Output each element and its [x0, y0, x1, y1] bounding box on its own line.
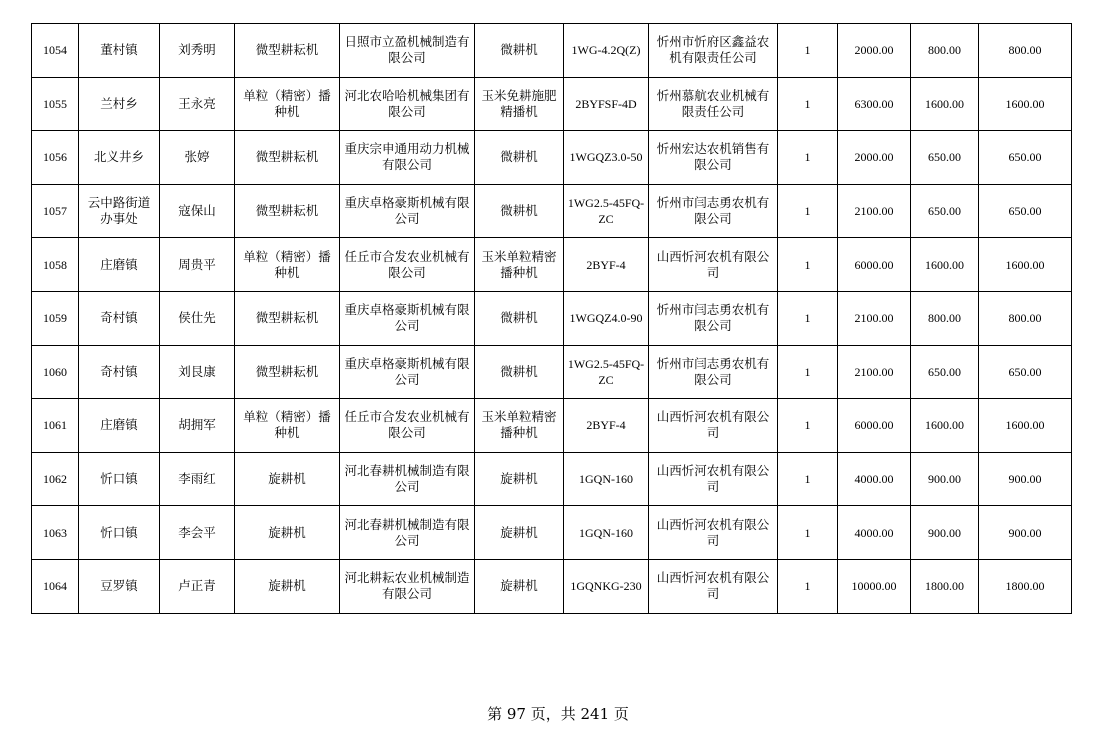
cell-buyer: 王永亮: [160, 77, 235, 131]
cell-product: 微耕机: [475, 131, 564, 185]
cell-subsidy: 650.00: [911, 184, 979, 238]
cell-town: 兰村乡: [79, 77, 160, 131]
cell-price: 2100.00: [838, 184, 911, 238]
cell-category: 微型耕耘机: [235, 184, 340, 238]
cell-product: 玉米单粒精密播种机: [475, 238, 564, 292]
cell-qty: 1: [778, 452, 838, 506]
cell-buyer: 侯仕先: [160, 291, 235, 345]
table-row: [32, 77, 1072, 131]
cell-buyer: 李会平: [160, 506, 235, 560]
cell-town: 董村镇: [79, 24, 160, 78]
cell-price: 4000.00: [838, 452, 911, 506]
cell-manufacturer: 河北春耕机械制造有限公司: [340, 506, 475, 560]
cell-product: 旋耕机: [475, 559, 564, 613]
cell-category: 微型耕耘机: [235, 345, 340, 399]
cell-qty: 1: [778, 559, 838, 613]
cell-manufacturer: 重庆宗申通用动力机械有限公司: [340, 131, 475, 185]
cell-buyer: 卢正青: [160, 559, 235, 613]
cell-buyer: 刘艮康: [160, 345, 235, 399]
cell-qty: 1: [778, 77, 838, 131]
cell-model: 1WG2.5-45FQ-ZC: [564, 184, 649, 238]
cell-total-subsidy: 800.00: [979, 24, 1072, 78]
cell-total-subsidy: 900.00: [979, 452, 1072, 506]
cell-manufacturer: 任丘市合发农业机械有限公司: [340, 238, 475, 292]
cell-dealer: 山西忻河农机有限公司: [649, 399, 778, 453]
cell-model: 1WGQZ4.0-90: [564, 291, 649, 345]
cell-total-subsidy: 650.00: [979, 184, 1072, 238]
table-row: [32, 345, 1072, 399]
cell-dealer: 山西忻河农机有限公司: [649, 559, 778, 613]
cell-total-subsidy: 800.00: [979, 291, 1072, 345]
cell-town: 奇村镇: [79, 291, 160, 345]
cell-category: 旋耕机: [235, 506, 340, 560]
cell-total-subsidy: 900.00: [979, 506, 1072, 560]
table-row: [32, 559, 1072, 613]
cell-total-subsidy: 1600.00: [979, 238, 1072, 292]
cell-qty: 1: [778, 506, 838, 560]
cell-subsidy: 1600.00: [911, 77, 979, 131]
cell-town: 忻口镇: [79, 452, 160, 506]
cell-dealer: 忻州市闫志勇农机有限公司: [649, 291, 778, 345]
cell-qty: 1: [778, 399, 838, 453]
page-number: 第 97 页，共 241 页: [487, 705, 629, 723]
cell-category: 单粒（精密）播种机: [235, 399, 340, 453]
cell-id: 1057: [32, 184, 79, 238]
cell-category: 旋耕机: [235, 559, 340, 613]
subsidy-table: [31, 23, 1072, 614]
cell-category: 微型耕耘机: [235, 131, 340, 185]
cell-id: 1060: [32, 345, 79, 399]
cell-town: 庄磨镇: [79, 238, 160, 292]
cell-price: 2100.00: [838, 345, 911, 399]
cell-manufacturer: 河北耕耘农业机械制造有限公司: [340, 559, 475, 613]
cell-product: 微耕机: [475, 184, 564, 238]
table-body: [32, 24, 1072, 614]
cell-id: 1056: [32, 131, 79, 185]
table-row: [32, 399, 1072, 453]
cell-qty: 1: [778, 184, 838, 238]
table-row: [32, 238, 1072, 292]
table-row: [32, 506, 1072, 560]
cell-id: 1064: [32, 559, 79, 613]
cell-id: 1061: [32, 399, 79, 453]
cell-qty: 1: [778, 24, 838, 78]
cell-buyer: 李雨红: [160, 452, 235, 506]
cell-qty: 1: [778, 291, 838, 345]
cell-product: 玉米免耕施肥精播机: [475, 77, 564, 131]
cell-manufacturer: 河北春耕机械制造有限公司: [340, 452, 475, 506]
table-row: [32, 131, 1072, 185]
cell-model: 1GQN-160: [564, 452, 649, 506]
cell-total-subsidy: 1800.00: [979, 559, 1072, 613]
cell-product: 微耕机: [475, 345, 564, 399]
cell-buyer: 胡拥军: [160, 399, 235, 453]
cell-product: 旋耕机: [475, 452, 564, 506]
cell-town: 庄磨镇: [79, 399, 160, 453]
cell-subsidy: 900.00: [911, 506, 979, 560]
cell-model: 1WGQZ3.0-50: [564, 131, 649, 185]
cell-price: 4000.00: [838, 506, 911, 560]
cell-dealer: 忻州慕航农业机械有限责任公司: [649, 77, 778, 131]
cell-manufacturer: 河北农哈哈机械集团有限公司: [340, 77, 475, 131]
cell-id: 1063: [32, 506, 79, 560]
cell-price: 2000.00: [838, 131, 911, 185]
cell-id: 1058: [32, 238, 79, 292]
table-row: [32, 452, 1072, 506]
cell-subsidy: 1600.00: [911, 238, 979, 292]
cell-town: 忻口镇: [79, 506, 160, 560]
cell-price: 2000.00: [838, 24, 911, 78]
cell-buyer: 刘秀明: [160, 24, 235, 78]
cell-subsidy: 1800.00: [911, 559, 979, 613]
cell-category: 单粒（精密）播种机: [235, 77, 340, 131]
cell-model: 2BYF-4: [564, 238, 649, 292]
cell-price: 2100.00: [838, 291, 911, 345]
cell-price: 6000.00: [838, 238, 911, 292]
cell-product: 微耕机: [475, 291, 564, 345]
cell-manufacturer: 任丘市合发农业机械有限公司: [340, 399, 475, 453]
cell-manufacturer: 重庆卓格豪斯机械有限公司: [340, 345, 475, 399]
cell-buyer: 张婷: [160, 131, 235, 185]
cell-dealer: 忻州宏达农机销售有限公司: [649, 131, 778, 185]
cell-town: 云中路街道办事处: [79, 184, 160, 238]
cell-buyer: 寇保山: [160, 184, 235, 238]
cell-model: 1GQN-160: [564, 506, 649, 560]
cell-manufacturer: 重庆卓格豪斯机械有限公司: [340, 291, 475, 345]
cell-qty: 1: [778, 131, 838, 185]
table-row: [32, 184, 1072, 238]
cell-dealer: 山西忻河农机有限公司: [649, 238, 778, 292]
cell-price: 6300.00: [838, 77, 911, 131]
cell-subsidy: 650.00: [911, 131, 979, 185]
table-row: [32, 291, 1072, 345]
cell-subsidy: 650.00: [911, 345, 979, 399]
cell-total-subsidy: 1600.00: [979, 399, 1072, 453]
cell-id: 1059: [32, 291, 79, 345]
cell-model: 1WG-4.2Q(Z): [564, 24, 649, 78]
cell-manufacturer: 日照市立盈机械制造有限公司: [340, 24, 475, 78]
table-row: [32, 24, 1072, 78]
cell-dealer: 山西忻河农机有限公司: [649, 506, 778, 560]
cell-product: 微耕机: [475, 24, 564, 78]
cell-category: 旋耕机: [235, 452, 340, 506]
cell-model: 2BYF-4: [564, 399, 649, 453]
cell-town: 豆罗镇: [79, 559, 160, 613]
cell-dealer: 忻州市闫志勇农机有限公司: [649, 184, 778, 238]
cell-id: 1055: [32, 77, 79, 131]
cell-dealer: 忻州市忻府区鑫益农机有限责任公司: [649, 24, 778, 78]
cell-town: 北义井乡: [79, 131, 160, 185]
cell-total-subsidy: 650.00: [979, 131, 1072, 185]
cell-category: 单粒（精密）播种机: [235, 238, 340, 292]
cell-subsidy: 900.00: [911, 452, 979, 506]
cell-price: 10000.00: [838, 559, 911, 613]
cell-qty: 1: [778, 345, 838, 399]
cell-model: 2BYFSF-4D: [564, 77, 649, 131]
cell-qty: 1: [778, 238, 838, 292]
cell-id: 1062: [32, 452, 79, 506]
cell-buyer: 周贵平: [160, 238, 235, 292]
cell-manufacturer: 重庆卓格豪斯机械有限公司: [340, 184, 475, 238]
cell-id: 1054: [32, 24, 79, 78]
cell-model: 1GQNKG-230: [564, 559, 649, 613]
cell-subsidy: 1600.00: [911, 399, 979, 453]
cell-product: 玉米单粒精密播种机: [475, 399, 564, 453]
cell-product: 旋耕机: [475, 506, 564, 560]
cell-total-subsidy: 1600.00: [979, 77, 1072, 131]
cell-category: 微型耕耘机: [235, 291, 340, 345]
cell-price: 6000.00: [838, 399, 911, 453]
cell-category: 微型耕耘机: [235, 24, 340, 78]
cell-dealer: 山西忻河农机有限公司: [649, 452, 778, 506]
cell-dealer: 忻州市闫志勇农机有限公司: [649, 345, 778, 399]
cell-town: 奇村镇: [79, 345, 160, 399]
cell-subsidy: 800.00: [911, 291, 979, 345]
cell-total-subsidy: 650.00: [979, 345, 1072, 399]
cell-model: 1WG2.5-45FQ-ZC: [564, 345, 649, 399]
cell-subsidy: 800.00: [911, 24, 979, 78]
